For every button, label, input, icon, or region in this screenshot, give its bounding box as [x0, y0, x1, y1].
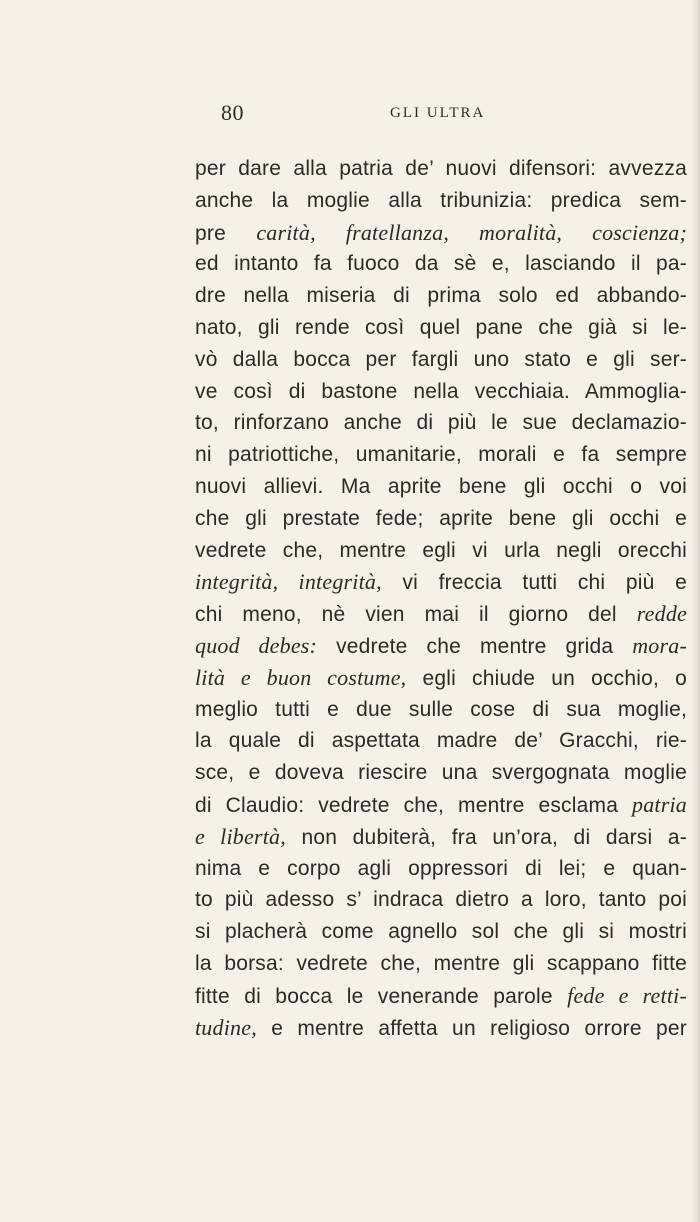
text-line	[195, 280, 687, 312]
running-head	[195, 100, 695, 130]
text-line	[195, 884, 687, 916]
text-line	[195, 980, 687, 1012]
italic-text-run: e libertà,	[195, 823, 286, 849]
text-run: anche la moglie alla tribunizia: predica sem-	[195, 188, 687, 212]
text-run: di Claudio: vedrete che, mentre esclama	[195, 793, 632, 817]
text-line	[195, 757, 687, 789]
text-line	[195, 471, 687, 503]
text-run: nima e corpo agli oppressori di lei; e quan-	[195, 856, 687, 880]
text-run: meglio tutti e due sulle cose di sua moglie,	[195, 697, 687, 721]
text-line	[195, 948, 687, 980]
italic-text-run: mora-	[632, 632, 687, 658]
text-line	[195, 566, 687, 598]
italic-text-run: carità, fratellanza, moralità, coscienza;	[256, 219, 687, 245]
text-run: vi freccia tutti chi più e	[381, 571, 687, 595]
body-text	[195, 153, 687, 1043]
text-run: fitte di bocca le venerande parole	[195, 984, 568, 1008]
text-line	[195, 376, 687, 408]
text-run: dre nella miseria di prima solo ed abbando-	[195, 284, 687, 308]
text-run: vedrete che mentre grida	[317, 634, 633, 658]
italic-text-run: fede e retti-	[567, 982, 687, 1008]
text-line	[195, 662, 687, 694]
text-line	[195, 916, 687, 948]
text-run: che gli prestate fede; aprite bene gli occhi e	[195, 506, 687, 530]
page-number: 80	[221, 100, 244, 125]
text-line	[195, 217, 687, 249]
text-line	[195, 1012, 687, 1044]
text-run: non dubiterà, fra un’ora, di darsi a-	[285, 825, 687, 849]
italic-text-run: quod debes:	[195, 632, 318, 658]
text-run: ed intanto fa fuoco da sè e, lasciando il pa-	[195, 252, 687, 276]
text-line	[195, 535, 687, 567]
text-run: nato, gli rende così quel pane che già si le-	[195, 315, 687, 339]
text-run: la quale di aspettata madre de’ Gracchi, rie-	[195, 729, 687, 753]
running-title: GLI ULTRA	[390, 105, 486, 121]
text-run: nuovi allievi. Ma aprite bene gli occhi o voi	[195, 474, 687, 498]
text-line	[195, 725, 687, 757]
text-run: ni patriottiche, umanitarie, morali e fa sempre	[195, 443, 687, 467]
italic-text-run: tudine,	[195, 1014, 257, 1040]
text-run: egli chiude un occhio, o	[406, 666, 687, 690]
text-line	[195, 821, 687, 853]
text-line	[195, 248, 687, 280]
text-line	[195, 853, 687, 885]
text-run: chi meno, nè vien mai il giorno del	[195, 603, 637, 627]
text-line	[195, 694, 687, 726]
text-run: to, rinforzano anche di più le sue declamazio-	[195, 411, 687, 435]
italic-text-run: redde	[636, 601, 687, 627]
text-line	[195, 503, 687, 535]
text-run: sce, e doveva riescire una svergognata moglie	[195, 761, 687, 785]
text-line	[195, 407, 687, 439]
text-line	[195, 789, 687, 821]
page-edge-shadow	[690, 0, 700, 1222]
italic-text-run: patria	[632, 791, 687, 817]
text-line	[195, 153, 687, 185]
text-run: vò dalla bocca per fargli uno stato e gli ser-	[195, 347, 687, 371]
text-run: la borsa: vedrete che, mentre gli scappano fitte	[195, 951, 687, 975]
text-line	[195, 185, 687, 217]
text-line	[195, 312, 687, 344]
italic-text-run: integrità, integrità,	[195, 569, 382, 595]
text-run: e mentre affetta un religioso orrore per	[256, 1016, 687, 1040]
italic-text-run: lità e buon costume,	[195, 664, 407, 690]
text-line	[195, 598, 687, 630]
text-run: ve così di bastone nella vecchiaia. Ammoglia-	[195, 379, 687, 403]
text-run: pre	[195, 221, 257, 245]
text-line	[195, 630, 687, 662]
text-run: vedrete che, mentre egli vi urla negli orecchi	[195, 538, 687, 562]
text-line	[195, 344, 687, 376]
text-run: per dare alla patria de’ nuovi difensori: avvezza	[195, 157, 687, 180]
text-run: to più adesso s’ indraca dietro a loro, tanto poi	[195, 888, 687, 912]
text-run: si placherà come agnello sol che gli si mostri	[195, 920, 687, 944]
text-line	[195, 439, 687, 471]
